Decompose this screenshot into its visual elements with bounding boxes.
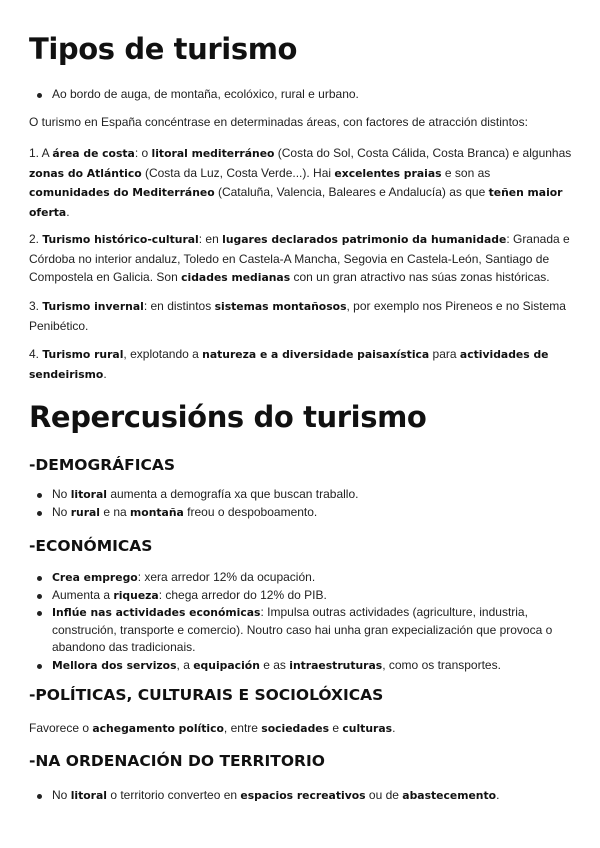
tourism-types-list	[29, 86, 574, 104]
heading-politicas: -POLÍTICAS, CULTURAIS E SOCIOLÓXICAS	[29, 686, 384, 704]
heading-demograficas: -DEMOGRÁFICAS	[29, 456, 176, 474]
list-item: No litoral o territorio converteo en espacios recreativos ou de abastecemento.	[29, 787, 574, 805]
intro-paragraph: O turismo en España concéntrase en determinadas áreas, con factores de atracción distintos:	[29, 115, 528, 129]
list-item: Inflúe nas actividades económicas: Impulsa outras actividades (agriculture, industria, construción, transporte e comercio). Noutro caso hai unha gran expecialización que provoca o abandono das tradicionais.	[29, 604, 574, 657]
list-item: Aumenta a riqueza: chega arredor do 12% do PIB.	[29, 587, 574, 605]
paragraph-rural-tourism: 4. Turismo rural, explotando a natureza e a diversidade paisaxística para actividades de sendeirismo.	[29, 347, 549, 381]
list-item: Mellora dos servizos, a equipación e as intraestruturas, como os transportes.	[29, 657, 574, 675]
list-item: Ao bordo de auga, de montaña, ecolóxico, rural e urbano.	[29, 86, 574, 104]
list-item: No litoral aumenta a demografía xa que buscan traballo.	[29, 486, 574, 504]
list-item: Crea emprego: xera arredor 12% da ocupación.	[29, 569, 574, 587]
paragraph-political: Favorece o achegamento político, entre sociedades e culturas.	[29, 721, 396, 735]
title-tipos-de-turismo: Tipos de turismo	[29, 32, 298, 66]
list-item: No rural e na montaña freou o despoboamento.	[29, 504, 574, 522]
economic-list	[29, 569, 574, 674]
heading-ordenacion: -NA ORDENACIÓN DO TERRITORIO	[29, 752, 325, 770]
paragraph-coastal-tourism: 1. A área de costa: o litoral mediterráneo (Costa do Sol, Costa Cálida, Costa Branca) e algunhas zonas do Atlántico (Costa da Luz, Costa Verde...). Hai excelentes praias e son as comunidades do Mediterráneo (Cataluña, Valencia, Baleares e Andalucía) as que teñen maior oferta.	[29, 146, 572, 219]
title-repercusions: Repercusións do turismo	[29, 400, 427, 434]
territory-list	[29, 787, 574, 805]
paragraph-winter-tourism: 3. Turismo invernal: en distintos sistemas montañosos, por exemplo nos Pireneos e no Sistema Penibético.	[29, 299, 566, 333]
paragraph-cultural-tourism: 2. Turismo histórico-cultural: en lugares declarados patrimonio da humanidade: Granada e Córdoba no interior andaluz, Toledo en Castela-A Mancha, Segovia en Castela-León, Santiago de Compostela en Galicia. Son cidades medianas con un gran atractivo nas súas zonas históricas.	[29, 232, 570, 284]
demographic-list	[29, 486, 574, 521]
heading-economicas: -ECONÓMICAS	[29, 537, 153, 555]
